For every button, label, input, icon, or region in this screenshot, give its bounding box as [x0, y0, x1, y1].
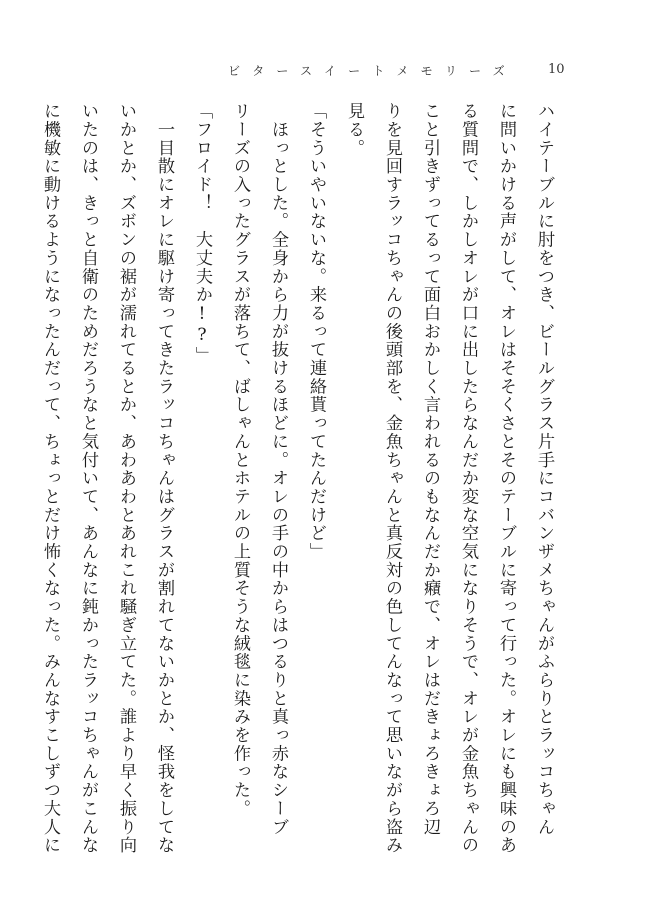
text-line: いたのは、きっと自衛のためだろうなと気付いて、あんなに鈍かったラッコちゃんがこんな	[78, 102, 98, 855]
text-line: に問いかける声がして、オレはそそくさとそのテーブルに寄って行った。オレにも興味のあ	[496, 102, 516, 855]
text-line: リーズの入ったグラスが落ちて、ばしゃんとホテルの上質そうな絨毯に染みを作った。	[230, 102, 250, 818]
text-line: る質問で、しかしオレが口に出したらなんだか変な空気になりそうで、オレが金魚ちゃんの	[458, 102, 478, 855]
page-header	[0, 62, 655, 82]
page-number: 10	[548, 62, 565, 77]
text-line: 「そういやいないな。来るって連絡貰ってたんだけど」	[306, 102, 326, 561]
text-line: りを見回すラッコちゃんの後頭部を、金魚ちゃんと真反対の色してんなって思いながら盗み	[382, 102, 402, 855]
text-line: いかとか、ズボンの裾が濡れてるとか、あわあわとあれこれ騒ぎ立てた。誰より早く振り向	[116, 102, 136, 855]
text-line: 一目散にオレに駆け寄ってきたラッコちゃんはグラスが割れてないかとか、怪我をしてな	[154, 102, 174, 855]
text-line: 「フロイド！ 大丈夫か!?」	[192, 102, 212, 365]
text-line: 見る。	[344, 102, 364, 158]
text-line: に機敏に動けるようになったんだって、ちょっとだけ怖くなった。みんなすこしずつ大人に	[40, 102, 60, 855]
running-title: ビタースイートメモリーズ	[228, 64, 517, 78]
text-line: ほっとした。全身から力が抜けるほどに。オレの手の中からはつるりと真っ赤なシーブ	[268, 102, 288, 836]
text-line: こと引きずってるって面白おかしく言われるのもなんだか癪で、オレはだきょろきょろ辺	[420, 102, 440, 836]
text-line: ハイテーブルに肘をつき、ビールグラス片手にコバンザメちゃんがふらりとラッコちゃん	[534, 102, 554, 836]
body-text	[40, 102, 563, 855]
